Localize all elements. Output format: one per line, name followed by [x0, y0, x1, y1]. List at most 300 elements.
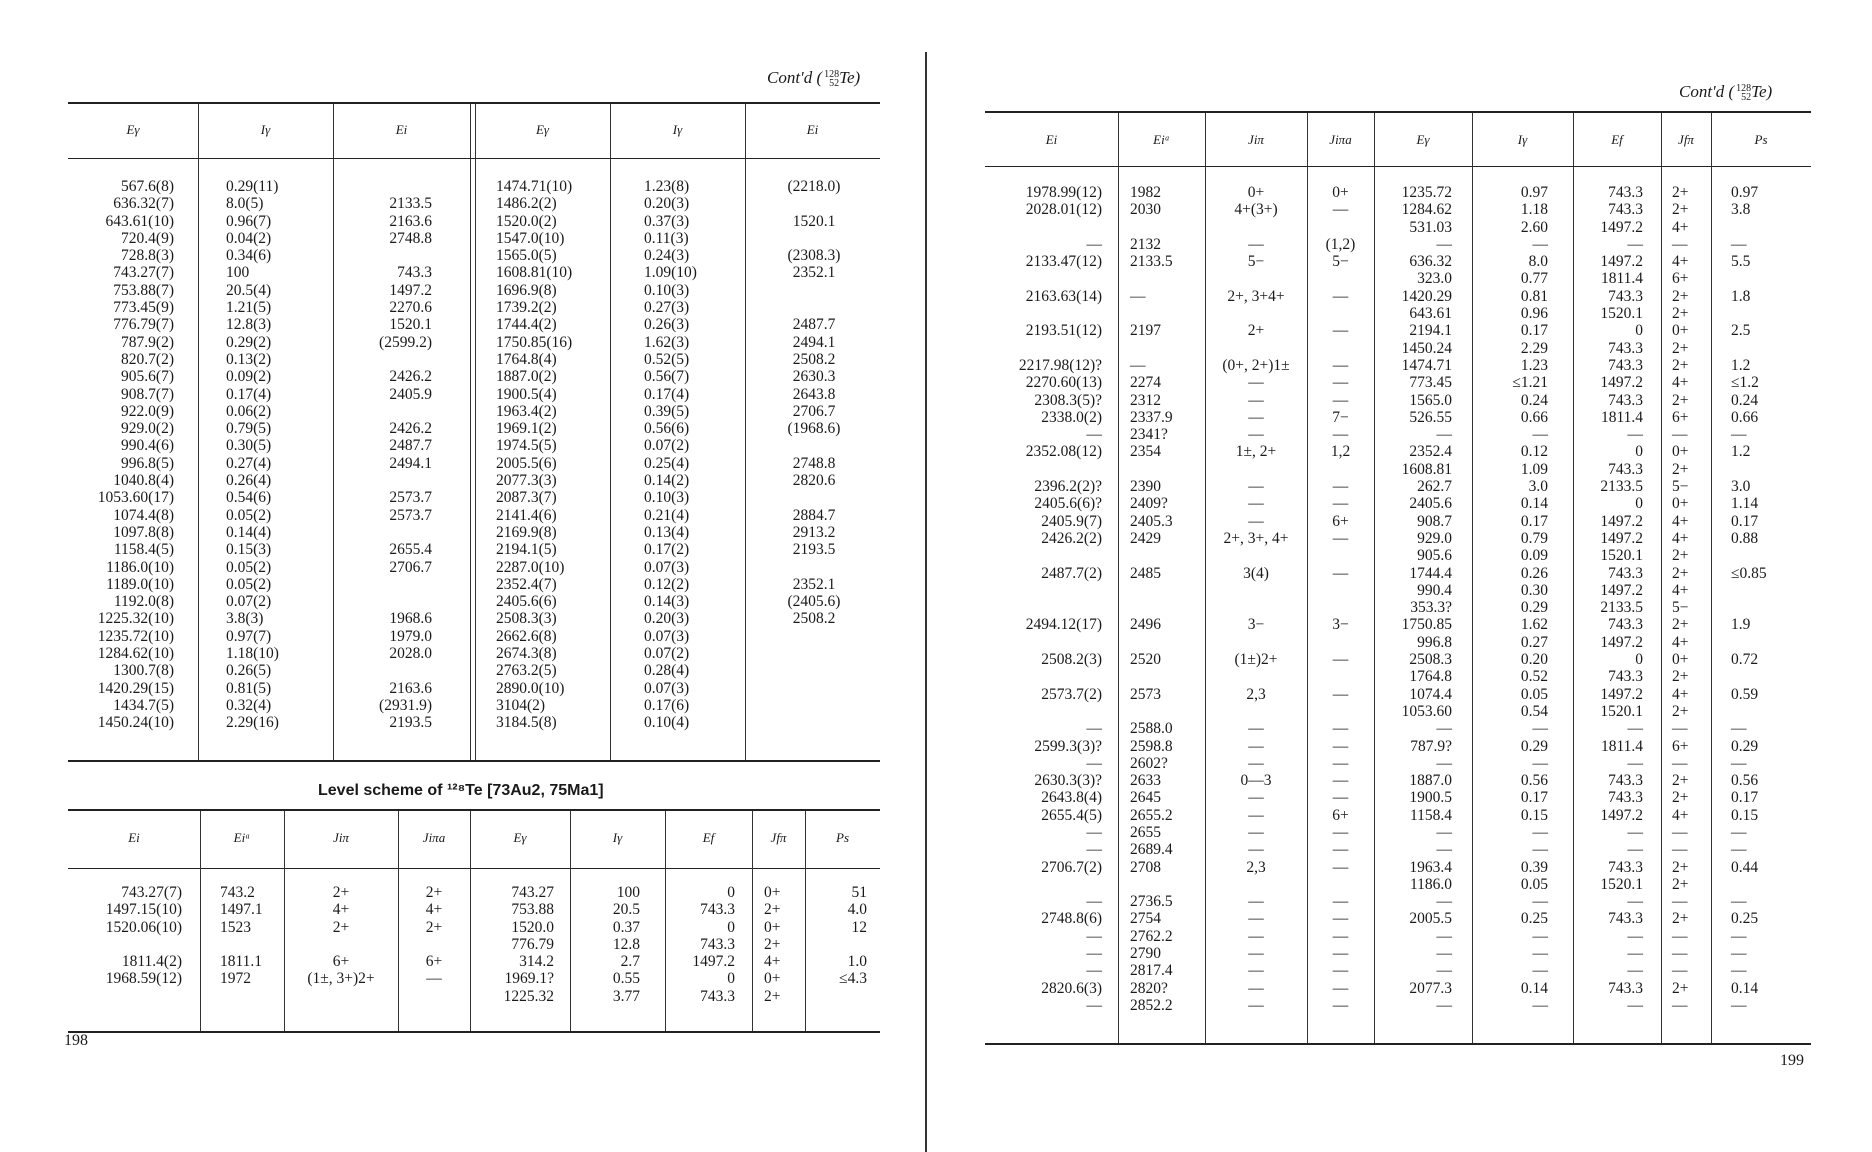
table-cell: 743.3: [1608, 460, 1643, 478]
table-cell: 2820.6(3): [1041, 979, 1102, 997]
table-cell: 1750.85: [1401, 616, 1452, 634]
table-cell: 1520.1: [1600, 547, 1643, 565]
table-cell: 0.12(2): [644, 575, 690, 593]
table-cell: 5−: [1672, 599, 1689, 617]
table-cell: (1968.6): [787, 420, 841, 438]
table-cell: 1497.2: [389, 281, 432, 299]
column-level-egamma: [470, 884, 554, 1005]
table-cell: 0+: [1672, 322, 1689, 340]
table-cell: 0.29: [1520, 737, 1548, 755]
table-cell: [1205, 703, 1307, 720]
table-cell: 0.34(6): [226, 247, 272, 265]
table-cell: 5−: [1332, 253, 1349, 271]
table-cell: —: [1627, 996, 1643, 1014]
header-igamma: Iγ: [260, 122, 271, 137]
table-cell: 1±, 2+: [1235, 443, 1277, 461]
table-cell: 12.8: [612, 935, 640, 953]
table-cell: 2+: [1672, 616, 1689, 634]
table-cell: 1520.1: [1600, 875, 1643, 893]
table-cell: 0.15(3): [226, 541, 272, 559]
table-cell: 2163.6: [389, 212, 432, 230]
table-cell: 0.39(5): [644, 402, 690, 420]
table-cell: 2133.5: [1130, 253, 1173, 271]
table-cell: 2163.6: [389, 679, 432, 697]
table-cell: [1205, 305, 1307, 322]
table-cell: 0: [727, 918, 735, 936]
table-cell: 3184.5(8): [496, 714, 557, 732]
level-table-bottom-rule: [68, 1031, 880, 1033]
table-cell: 2655: [1130, 823, 1161, 841]
table-cell: [1130, 582, 1204, 599]
table-cell: [340, 662, 432, 679]
column-ei-1: [340, 178, 432, 732]
table-cell: 0.04(2): [226, 229, 272, 247]
table-cell: 2+: [764, 987, 781, 1005]
table-cell: —: [1532, 235, 1548, 253]
table-cell: —: [1627, 841, 1643, 859]
table-cell: 908.7: [1417, 512, 1452, 530]
header-ei: Ei: [128, 830, 140, 845]
table-cell: 1284.62(10): [97, 645, 174, 663]
header-igamma: Iγ: [1517, 132, 1528, 147]
table-cell: 2748.8: [792, 454, 836, 472]
table-cell: —: [1532, 823, 1548, 841]
table-cell: [754, 299, 874, 316]
table-cell: 2508.2: [792, 610, 836, 628]
table-cell: (2405.6): [787, 593, 841, 611]
table-cell: 4+: [1672, 374, 1689, 392]
table-cell: 0.81: [1520, 287, 1548, 305]
table-cell: 1.2: [1731, 443, 1751, 461]
table-cell: 2598.8: [1130, 737, 1173, 755]
table-cell: 1.62(3): [644, 333, 690, 351]
table-cell: [340, 524, 432, 541]
table-cell: 0.05: [1520, 685, 1548, 703]
table-cell: 20.5(4): [226, 281, 272, 299]
table-cell: 2396.2(2)?: [1034, 478, 1102, 496]
table-cell: 2193.5: [389, 714, 432, 732]
table-cell: 0.13(4): [644, 523, 690, 541]
table-cell: 2748.8: [389, 229, 432, 247]
table-cell: 1608.81: [1401, 460, 1452, 478]
table-cell: 0.17: [1731, 789, 1759, 807]
table-cell: 0.09: [1520, 547, 1548, 565]
table-cell: 2736.5: [1130, 893, 1173, 911]
table-cell: 1.18(10): [226, 645, 279, 663]
table-cell: —: [1086, 841, 1102, 859]
table-cell: 4+(3+): [1234, 201, 1278, 219]
table-cell: 2+: [1672, 858, 1689, 876]
table-cell: (0+, 2+)1±: [1222, 356, 1290, 374]
table-cell: 8.0(5): [226, 195, 264, 213]
table-cell: ≤1.2: [1731, 374, 1759, 392]
table-cell: 20.5: [612, 901, 640, 919]
table-cell: [1731, 270, 1806, 287]
table-cell: 5−: [1672, 478, 1689, 496]
table-cell: 1053.60(17): [97, 489, 174, 507]
table-cell: [1130, 270, 1204, 287]
table-cell: 2820?: [1130, 979, 1168, 997]
header-ef: Ef: [1611, 132, 1623, 147]
table-cell: 743.3: [1608, 858, 1643, 876]
table-cell: —: [1248, 408, 1264, 426]
table-top-rule: [985, 111, 1811, 113]
table-cell: 2077.3(3): [496, 472, 557, 490]
table-cell: 51: [851, 884, 867, 901]
table-cell: 0+: [1332, 184, 1349, 201]
table-cell: 1.09(10): [644, 264, 697, 282]
table-cell: 1.2: [1731, 356, 1751, 374]
table-cell: —: [1332, 893, 1349, 911]
table-cell: ≤4.3: [839, 970, 867, 988]
table-cell: 996.8: [1417, 633, 1452, 651]
table-cell: —: [1672, 823, 1688, 841]
table-cell: —: [1332, 720, 1349, 738]
table-cell: 1887.0(2): [496, 368, 557, 386]
table-cell: 2494.1: [389, 454, 432, 472]
table-cell: 2662.6(8): [496, 627, 557, 645]
header-jf: Jfπ: [1678, 132, 1694, 147]
table-cell: 2312: [1130, 391, 1161, 409]
table-cell: —: [1086, 893, 1102, 911]
table-cell: 743.3: [1608, 616, 1643, 634]
table-cell: 3104(2): [496, 696, 546, 714]
table-cell: [1307, 668, 1374, 685]
table-cell: 0.29: [1520, 599, 1548, 617]
table-cell: 1963.4: [1409, 858, 1452, 876]
table-cell: [398, 936, 470, 953]
table-cell: 0.10(3): [644, 281, 690, 299]
table-cell: [987, 547, 1102, 564]
table-cell: 0.27: [1520, 633, 1548, 651]
table-cell: 2028.01(12): [1025, 201, 1102, 219]
table-cell: 0: [1635, 443, 1643, 461]
column-ji: [1205, 184, 1307, 1014]
table-cell: 1474.71: [1401, 356, 1452, 374]
table-cell: 2274: [1130, 374, 1161, 392]
table-cell: [1307, 876, 1374, 893]
table-cell: —: [1436, 893, 1452, 911]
table-cell: 1225.32: [503, 987, 554, 1005]
table-cell: 0.17: [1520, 322, 1548, 340]
table-cell: 2520: [1130, 651, 1161, 669]
table-cell: 3.0: [1528, 478, 1548, 496]
table-cell: 1497.1: [220, 901, 263, 919]
table-cell: [987, 219, 1102, 236]
table-cell: 1186.0: [1409, 875, 1452, 893]
table-cell: 2+: [1672, 564, 1689, 582]
table-cell: 0.79(5): [226, 420, 272, 438]
table-cell: 2602?: [1130, 754, 1168, 772]
table-cell: 1497.15(10): [105, 901, 182, 919]
table-cell: 1186.0(10): [106, 558, 174, 576]
table-cell: 0.07(3): [644, 627, 690, 645]
table-cell: —: [1248, 789, 1264, 807]
table-cell: —: [1627, 945, 1643, 963]
table-cell: [1307, 582, 1374, 599]
table-cell: 2338.0(2): [1041, 408, 1102, 426]
table-cell: 1158.4(5): [113, 541, 174, 559]
col-divider: [610, 104, 611, 760]
table-cell: 0.96(7): [226, 212, 272, 230]
column-ps: [1731, 184, 1806, 1014]
table-cell: 0.14: [1520, 979, 1548, 997]
table-cell: 0.20(3): [644, 195, 690, 213]
table-cell: 2+: [1247, 322, 1265, 340]
table-cell: [1731, 219, 1806, 236]
table-cell: [1205, 599, 1307, 616]
table-cell: 0.37: [612, 918, 640, 936]
table-cell: 1565.0(5): [496, 247, 557, 265]
table-cell: (1±, 3+)2+: [307, 970, 375, 988]
table-cell: 2352.08(12): [1025, 443, 1102, 461]
table-cell: —: [1731, 962, 1747, 980]
table-cell: 0.32(4): [226, 696, 272, 714]
table-cell: [754, 489, 874, 506]
table-cell: 787.9(2): [121, 333, 174, 351]
table-cell: [754, 645, 874, 662]
table-cell: —: [1731, 754, 1747, 772]
table-cell: [1731, 547, 1806, 564]
table-cell: 526.55: [1409, 408, 1452, 426]
table-cell: —: [1086, 720, 1102, 738]
table-cell: —: [1086, 996, 1102, 1014]
col-divider: [475, 104, 476, 760]
table-cell: 1434.7(5): [113, 696, 174, 714]
table-cell: [1205, 668, 1307, 685]
table-cell: 2494.12(17): [1025, 616, 1102, 634]
table-cell: 1497.2: [1600, 529, 1643, 547]
table-cell: 0.88: [1731, 529, 1759, 547]
table-cell: 6+: [1332, 806, 1349, 824]
table-cell: 353.3?: [1410, 599, 1452, 617]
table-cell: 0.77: [1520, 270, 1548, 288]
table-cell: 0.39: [1520, 858, 1548, 876]
table-cell: [987, 703, 1102, 720]
table-cell: 1520.06(10): [105, 918, 182, 936]
table-cell: 990.4: [1417, 581, 1452, 599]
table-cell: 2790: [1130, 945, 1161, 963]
table-cell: 2.60: [1520, 218, 1548, 236]
table-cell: 1520.1: [389, 316, 432, 334]
table-cell: —: [1436, 927, 1452, 945]
table-cell: —: [1248, 996, 1264, 1014]
table-cell: [398, 988, 470, 1005]
table-cell: 2270.60(13): [1025, 374, 1102, 392]
table-cell: 1420.29(15): [97, 679, 174, 697]
table-cell: —: [1248, 927, 1264, 945]
table-cell: 0.27(3): [644, 299, 690, 317]
table-cell: —: [1332, 201, 1349, 219]
table-cell: 2884.7: [792, 506, 836, 524]
table-cell: 2087.3(7): [496, 489, 557, 507]
table-cell: 0.25(4): [644, 454, 690, 472]
table-cell: (1,2): [1325, 235, 1356, 253]
header-ji: Jiπ: [1248, 132, 1264, 147]
table-cell: —: [1086, 927, 1102, 945]
table-cell: 1974.5(5): [496, 437, 557, 455]
table-cell: [1205, 634, 1307, 651]
table-cell: 5.5: [1731, 253, 1751, 271]
table-cell: —: [1672, 996, 1688, 1014]
table-cell: 12.8(3): [226, 316, 272, 334]
header-ei: Ei: [806, 122, 819, 137]
table-cell: 2.7: [620, 953, 640, 971]
table-cell: 2573.7(2): [1041, 685, 1102, 703]
table-cell: [1307, 634, 1374, 651]
table-cell: 7−: [1332, 408, 1349, 426]
table-cell: —: [1436, 996, 1452, 1014]
table-cell: 3(4): [1243, 564, 1269, 582]
table-cell: 0.79: [1520, 529, 1548, 547]
table-cell: 2689.4: [1130, 841, 1173, 859]
table-cell: —: [1248, 806, 1264, 824]
table-cell: 0.15: [1520, 806, 1548, 824]
table-cell: 743.27(7): [121, 884, 182, 901]
table-cell: 2028.0: [389, 645, 432, 663]
table-cell: —: [1627, 426, 1643, 444]
table-cell: 2352.1: [792, 575, 836, 593]
table-cell: 2390: [1130, 478, 1161, 496]
table-cell: 0.52(5): [644, 350, 690, 368]
table-cell: 0.17: [1520, 512, 1548, 530]
page-number: 198: [64, 1032, 88, 1049]
table-cell: 1811.4: [1600, 408, 1643, 426]
table-cell: 743.3: [1608, 668, 1643, 686]
column-jia: [1307, 184, 1374, 1014]
table-cell: 1.23: [1520, 356, 1548, 374]
table-cell: 2287.0(10): [496, 558, 565, 576]
table-cell: 2163.63(14): [1025, 287, 1102, 305]
table-cell: 1420.29: [1401, 287, 1452, 305]
table-cell: 0.07(2): [644, 645, 690, 663]
table-cell: 2630.3: [792, 368, 836, 386]
table-cell: 2820.6: [792, 472, 836, 490]
table-cell: [987, 634, 1102, 651]
table-cell: 776.79(7): [113, 316, 174, 334]
table-cell: 6+: [1332, 512, 1349, 530]
table-cell: 3−: [1247, 616, 1265, 634]
table-cell: 1235.72: [1401, 184, 1452, 201]
table-cell: —: [1332, 927, 1349, 945]
table-cell: 2817.4: [1130, 962, 1173, 980]
table-cell: 0.07(3): [644, 558, 690, 576]
table-cell: 2193.51(12): [1025, 322, 1102, 340]
table-cell: 2633: [1130, 772, 1161, 790]
table-cell: —: [1731, 945, 1747, 963]
table-cell: [1731, 582, 1806, 599]
table-cell: 2+: [1672, 305, 1689, 323]
table-cell: 2270.6: [389, 299, 432, 317]
table-cell: 905.6: [1417, 547, 1452, 565]
table-cell: —: [1532, 893, 1548, 911]
table-cell: —: [1672, 893, 1688, 911]
header-egamma: Eγ: [513, 830, 527, 845]
table-cell: 4+: [1672, 685, 1689, 703]
table-cell: —: [1332, 426, 1349, 444]
table-cell: 4+: [1672, 253, 1689, 271]
table-cell: —: [1332, 858, 1349, 876]
table-cell: 0.54(6): [226, 489, 272, 507]
table-cell: 1968.59(12): [105, 970, 182, 988]
table-cell: 0: [1635, 495, 1643, 513]
table-cell: —: [1532, 945, 1548, 963]
table-cell: 2+: [1672, 339, 1689, 357]
column-ei: [987, 184, 1102, 1014]
table-cell: 1608.81(10): [496, 264, 573, 282]
table-cell: 314.2: [519, 953, 554, 971]
table-cell: 2655.4(5): [1041, 806, 1102, 824]
table-cell: 643.61(10): [105, 212, 174, 230]
table-cell: —: [1532, 962, 1548, 980]
table-header-rule: [68, 158, 880, 159]
table-cell: 0+: [764, 884, 781, 901]
table-cell: —: [1086, 426, 1102, 444]
table-cell: —: [1248, 754, 1264, 772]
table-cell: 0.55: [612, 970, 640, 988]
table-cell: —: [1248, 945, 1264, 963]
table-cell: [987, 340, 1102, 357]
table-cell: 0.07(3): [644, 679, 690, 697]
table-cell: 1523: [220, 918, 251, 936]
table-cell: 4.0: [847, 901, 867, 919]
table-cell: 2005.5(6): [496, 454, 557, 472]
table-cell: [1731, 305, 1806, 322]
header-ps: Ps: [1754, 132, 1768, 147]
table-cell: 2508.3(3): [496, 610, 557, 628]
table-cell: [754, 628, 874, 645]
table-cell: 4+: [1672, 581, 1689, 599]
table-cell: 0.25: [1731, 910, 1759, 928]
table-cell: 0.25: [1520, 910, 1548, 928]
table-cell: [1307, 219, 1374, 236]
table-cell: —: [1332, 651, 1349, 669]
table-cell: —: [1332, 529, 1349, 547]
header-egamma: Eγ: [535, 122, 550, 137]
left-page: [0, 0, 925, 1152]
header-ji: Jiπ: [333, 830, 349, 845]
table-cell: 743.3: [1608, 356, 1643, 374]
table-cell: 2508.3: [1409, 651, 1452, 669]
table-cell: [220, 936, 284, 953]
table-cell: 2763.2(5): [496, 662, 557, 680]
table-cell: 1,2: [1330, 443, 1351, 461]
table-cell: —: [1436, 235, 1452, 253]
table-cell: 0.26(4): [226, 472, 272, 490]
table-cell: 4+: [1672, 218, 1689, 236]
table-cell: [1205, 340, 1307, 357]
table-cell: 776.79: [511, 935, 554, 953]
table-cell: [1130, 340, 1204, 357]
table-cell: —: [1086, 945, 1102, 963]
table-cell: 0.81(5): [226, 679, 272, 697]
table-cell: 1982: [1130, 184, 1161, 201]
col-divider: [333, 104, 334, 760]
table-cell: 2405.6(6): [496, 593, 557, 611]
table-cell: 0.37(3): [644, 212, 690, 230]
table-cell: 2194.1: [1409, 322, 1452, 340]
table-cell: —: [1332, 478, 1349, 496]
table-cell: 6+: [425, 953, 443, 971]
table-cell: —: [1130, 356, 1146, 374]
table-cell: [1731, 703, 1806, 720]
table-cell: 0.56(7): [644, 368, 690, 386]
table-cell: 2913.2: [792, 523, 836, 541]
table-cell: 1450.24: [1401, 339, 1452, 357]
table-cell: 2494.1: [792, 333, 836, 351]
table-cell: 0.14(2): [644, 472, 690, 490]
table-cell: 12: [851, 918, 867, 936]
